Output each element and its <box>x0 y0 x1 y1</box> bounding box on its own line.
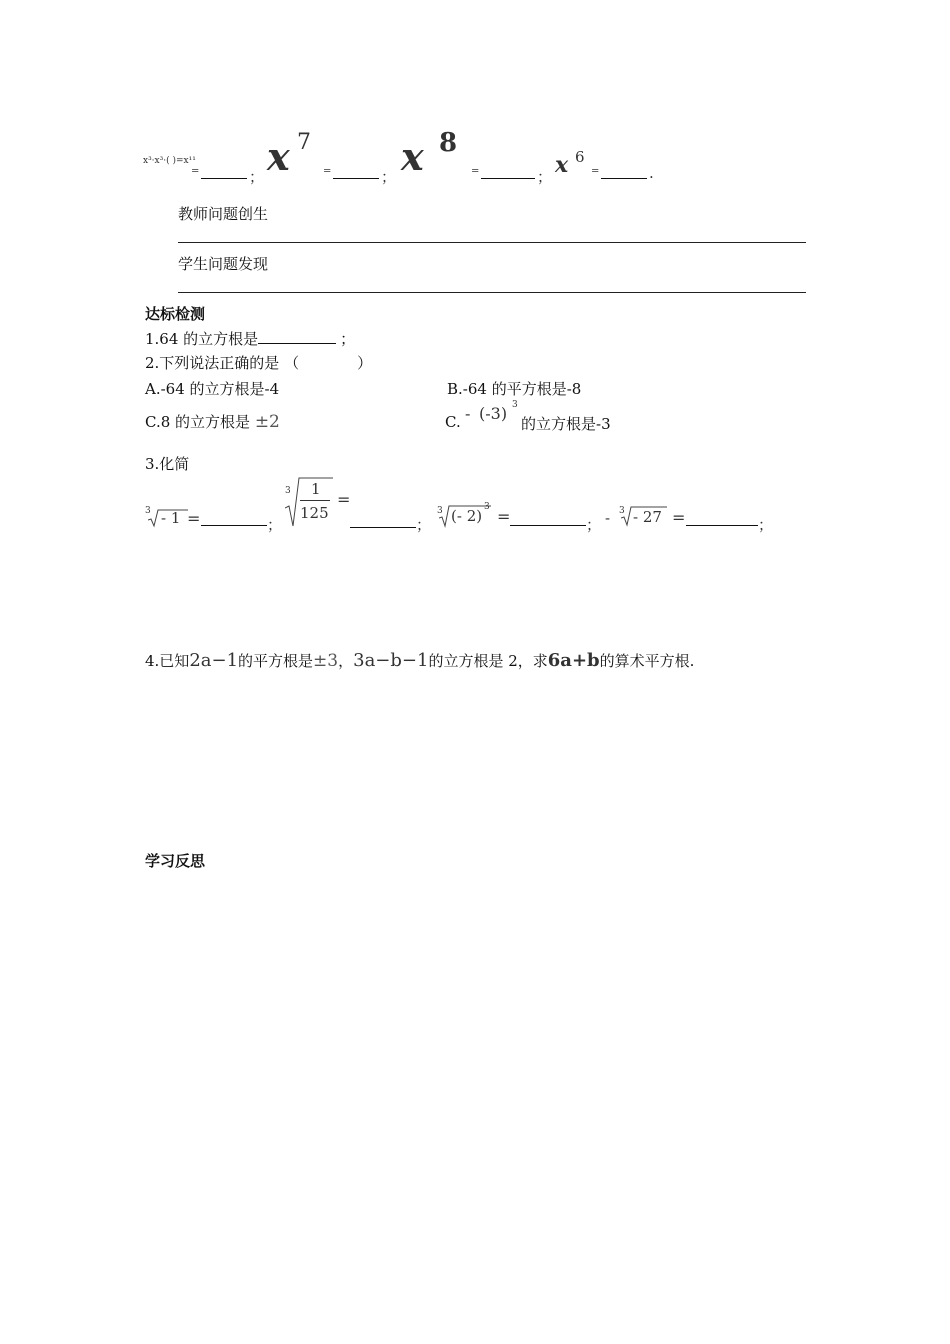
option-c-value: ±2 <box>254 412 280 432</box>
teacher-question-label: 教师问题创生 <box>178 205 269 223</box>
option-d-base: (-3) <box>479 404 508 423</box>
student-question-label: 学生问题发现 <box>178 255 269 273</box>
option-c[interactable] <box>145 411 280 432</box>
question-4-mid2: 的立方根是 2，求 <box>428 652 548 670</box>
answer-blank[interactable] <box>350 513 416 528</box>
option-a[interactable]: A.-64 的立方根是-4 <box>145 380 280 398</box>
answer-blank[interactable] <box>601 164 647 179</box>
root-index: 3 <box>619 506 625 516</box>
equals-sign: = <box>497 507 511 526</box>
question-2 <box>145 352 372 373</box>
equals-sign: = <box>591 166 600 177</box>
question-2-close: ） <box>357 354 373 372</box>
separator: ； <box>267 516 283 534</box>
formula-small: x³·x³·( )=x¹¹ <box>143 156 196 166</box>
equals-sign: = <box>337 490 351 509</box>
question-1-text: 1.64 的立方根是 <box>145 330 259 348</box>
separator: ； <box>416 516 432 534</box>
student-answer-line[interactable] <box>178 292 806 293</box>
expr-2a-1: 2a−1 <box>189 650 239 671</box>
separator: ； <box>758 516 774 534</box>
option-d-exponent: 3 <box>512 400 518 410</box>
comma: ， <box>338 652 354 670</box>
question-4-mid1: 的平方根是 <box>238 652 314 670</box>
answer-blank[interactable] <box>258 329 336 344</box>
x6-exponent: 6 <box>575 148 585 166</box>
radicand: (- 2) <box>451 507 483 525</box>
root-index: 3 <box>437 506 443 516</box>
formula-row <box>143 128 663 188</box>
equals-sign: = <box>672 508 686 527</box>
fraction-denominator: 125 <box>300 504 329 522</box>
equals-sign: = <box>471 166 480 177</box>
section-title-test: 达标检测 <box>145 305 206 323</box>
separator: ； <box>249 168 265 186</box>
option-b[interactable]: B.-64 的平方根是-8 <box>447 380 582 398</box>
option-c-text: C.8 的立方根是 <box>145 413 251 431</box>
question-3-title: 3.化简 <box>145 455 190 473</box>
answer-blank[interactable] <box>481 164 535 179</box>
period: . <box>649 164 654 182</box>
expr-3a-b-1: 3a−b−1 <box>353 650 429 671</box>
question-4-tail: 的算术平方根. <box>599 652 695 670</box>
separator: ； <box>537 168 553 186</box>
radicand: - 1 <box>161 509 181 527</box>
radicand-exponent: 3 <box>484 502 490 512</box>
negative-sign: - <box>605 509 611 527</box>
plus-minus-3: ±3 <box>313 651 339 671</box>
root-index: 3 <box>145 506 151 516</box>
answer-blank[interactable] <box>510 511 586 526</box>
x8-base: x <box>401 134 424 179</box>
x8-exponent: 8 <box>439 128 458 158</box>
teacher-answer-line[interactable] <box>178 242 806 243</box>
option-d-prefix: C. <box>445 413 461 431</box>
expr-6a-b: 6a+b <box>547 650 600 671</box>
option-d-text: 的立方根是-3 <box>521 415 611 433</box>
question-1 <box>145 328 355 349</box>
answer-blank[interactable] <box>333 164 379 179</box>
answer-blank[interactable] <box>201 511 267 526</box>
equals-sign: = <box>187 509 201 528</box>
answer-blank[interactable] <box>201 164 247 179</box>
root-index: 3 <box>285 486 291 496</box>
equals-sign: = <box>323 166 332 177</box>
answer-blank[interactable] <box>686 511 758 526</box>
option-d-neg: - <box>465 404 471 423</box>
section-title-reflection: 学习反思 <box>145 852 206 870</box>
option-d[interactable] <box>445 400 645 433</box>
radicand: - 27 <box>633 508 662 526</box>
equals-sign: = <box>191 166 200 177</box>
question-4 <box>145 650 694 671</box>
fraction-numerator: 1 <box>311 480 321 498</box>
separator: ； <box>586 516 602 534</box>
x6-base: x <box>555 152 569 178</box>
x7-exponent: 7 <box>297 130 311 155</box>
separator: ； <box>340 330 356 348</box>
question-2-stem: 2.下列说法正确的是 （ <box>145 354 300 372</box>
question-3-row <box>145 474 785 536</box>
x7-base: x <box>267 134 290 179</box>
fraction-bar <box>300 500 330 501</box>
separator: ； <box>381 168 397 186</box>
question-4-prefix: 4.已知 <box>145 652 190 670</box>
